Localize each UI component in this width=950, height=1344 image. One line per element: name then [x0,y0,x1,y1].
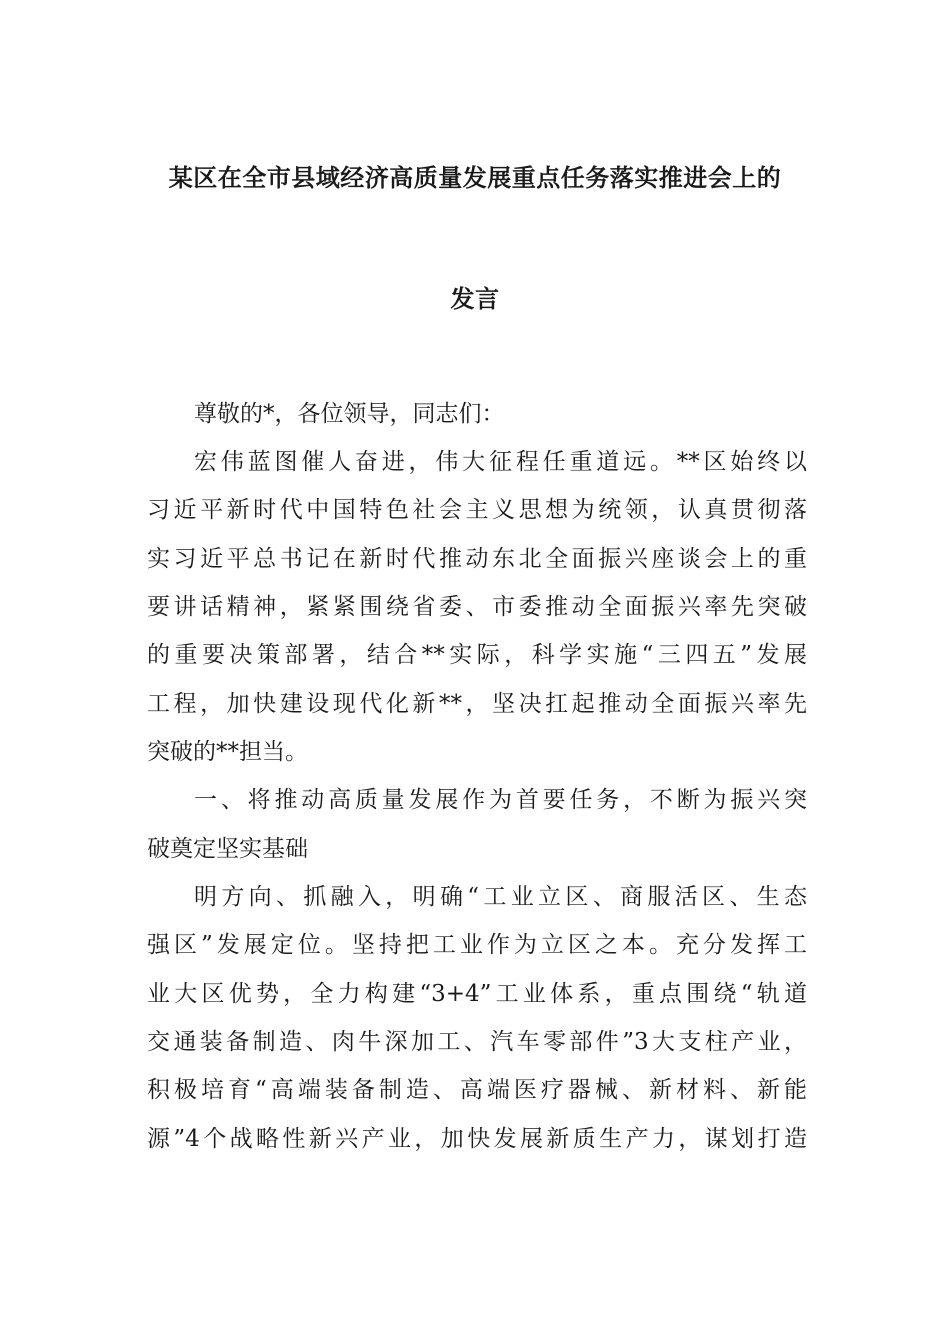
body-line: 业大区优势，全力构建“3+4”工业体系，重点围绕“轨道 [147,981,807,1007]
section-heading: 一、将推动高质量发展作为首要任务，不断为振兴突 [194,787,807,813]
body-line: 习近平新时代中国特色社会主义思想为统领，认真贯彻落 [147,497,807,523]
section-heading: 破奠定坚实基础 [147,836,308,862]
document-title-line-1: 某区在全市县域经济高质量发展重点任务落实推进会上的 [168,164,782,192]
body-line: 强区”发展定位。坚持把工业作为立区之本。充分发挥工 [147,932,807,958]
body-line: 要讲话精神，紧紧围绕省委、市委推动全面振兴率先突破 [147,594,807,620]
body-line: 明方向、抓融入，明确“工业立区、商服活区、生态 [194,884,807,910]
body-line: 突破的**担当。 [147,739,308,765]
body-line: 积极培育“高端装备制造、高端医疗器械、新材料、新能 [147,1077,807,1103]
body-line: 实习近平总书记在新时代推动东北全面振兴座谈会上的重 [147,546,807,572]
body-line: 的重要决策部署，结合**实际，科学实施“三四五”发展 [147,642,807,668]
body-line: 宏伟蓝图催人奋进，伟大征程任重道远。**区始终以 [194,449,807,475]
document-title-line-2: 发言 [450,285,500,313]
salutation: 尊敬的*，各位领导，同志们： [194,401,505,427]
body-line: 交通装备制造、肉牛深加工、汽车零部件”3大支柱产业， [147,1029,807,1055]
body-line: 源”4个战略性新兴产业，加快发展新质生产力，谋划打造 [147,1126,807,1152]
body-line: 工程，加快建设现代化新**，坚决扛起推动全面振兴率先 [147,691,807,717]
